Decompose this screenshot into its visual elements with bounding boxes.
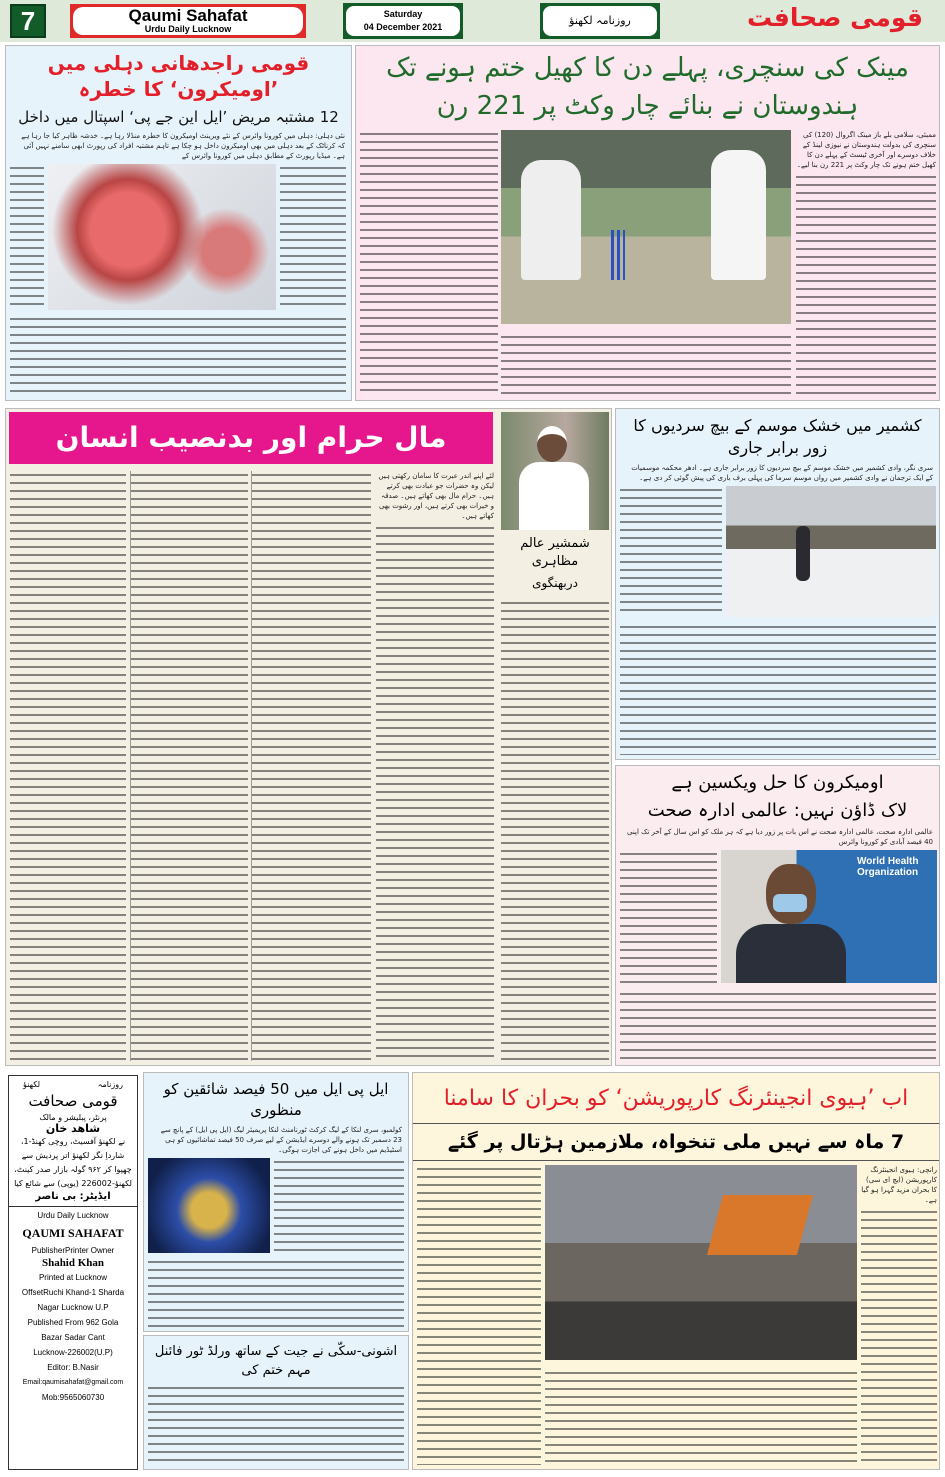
headline: کشمیر میں خشک موسم کے بیچ سردیوں کا زور برابر جاری [633,416,922,457]
imprint-line: Published From 962 Gola [27,1318,119,1327]
headline-line-2: لاک ڈاؤن نہیں: عالمی ادارہ صحت [647,800,908,821]
protest-photo [545,1165,857,1360]
column-text [10,471,126,1061]
article-who [615,765,940,1066]
article-body [144,1158,408,1331]
article-lead: لئے اپنے اندر عبرت کا سامان رکھتی ہیں لیکن وہ حضرات جو عبادت بھی کرتے ہیں۔ حرام مال بھی کھاتے ہیں۔ صدقہ و خیرات بھی کرتے ہیں، اور رشوت بھی کھاتے ہیں۔ [378,472,494,520]
column-text [10,164,44,310]
imprint-line: Lucknow-226002(U.P) [33,1348,113,1357]
roznama-box [540,3,660,39]
coronavirus-photo [48,164,276,310]
article-ashwini [143,1335,409,1470]
cricket-photo [501,130,791,324]
page-number: 7 [10,4,46,38]
column-text [545,1369,857,1465]
article-body [616,486,939,759]
who-banner-text: World Health Organization [857,856,919,878]
column-text [417,1165,541,1465]
article-kashmir [615,408,940,760]
imprint-editor-urdu: ایڈیٹر: بی ناصر [9,1191,137,1207]
headline: اب ’ہیوی انجینئرنگ کارپوریشن‘ کو بحران کا سامنا [413,1073,939,1124]
column-text [274,1158,404,1253]
column-text [861,1208,937,1465]
imprint-line: OffsetRuchi Khand-1 Sharda [21,1288,125,1297]
author-name: شمشیر عالم مظاہری [520,536,590,569]
article-cricket [355,45,940,401]
column-text [620,990,936,1061]
date-box [343,3,463,39]
article-body [413,1165,939,1469]
article-lead: کولمبو، سری لنکا کے لیگ کرکٹ ٹورنامنٹ لنکا پریمیئر لیگ (ایل پی ایل) کے پانچ سے 23 دسمبر تک ہونے والے دوسرے ایڈیشن کے لیے صرف 50 فیصد تماشائیوں کو ہی اسٹیڈیم میں داخل ہونے کی اجازت ہوگی۔ [160,1126,402,1154]
article-lead: رانچی: ہیوی انجینئرنگ کارپوریشن (ایچ ای سی) کا بحران مزید گہرا ہو گیا ہے۔ [861,1166,937,1204]
column-text [280,164,346,310]
imprint-title-urdu: قومی صحافت [28,1092,118,1110]
imprint-line: Bazar Sadar Cant [41,1333,105,1342]
imprint-en-tagline: Urdu Daily Lucknow [37,1211,109,1220]
trophy-photo [148,1158,270,1253]
column-text [148,1384,404,1465]
column-text [130,471,248,1061]
article-hec [412,1072,940,1470]
imprint-owner-urdu: شاھد خان [45,1122,101,1135]
imprint-role-urdu: پرنٹر، پبلیشر و مالک [39,1113,107,1122]
subheadline: 12 مشتبہ مریض ’ایل این جے پی‘ اسپتال میں داخل [18,108,339,126]
article-omicron-delhi [5,45,352,401]
article-lead: عالمی ادارہ صحت، عالمی ادارہ صحت نے اس بات پر زور دیا ہے کہ ہر ملک کو اس سال کے آخر تک اپنی 40 فیصد آبادی کو کورونا وائرس [627,828,933,846]
imprint-en-role: PublisherPrinter Owner [31,1246,115,1255]
imprint-en-title: QAUMI SAHAFAT [22,1226,124,1240]
column-text [148,1258,404,1327]
imprint-city: لکھنؤ [23,1080,41,1089]
headline-line-1: اومیکرون کا حل ویکسین ہے [671,772,884,793]
article-body [6,164,351,400]
column-text [620,850,717,983]
subheadline: 7 ماہ سے نہیں ملی تنخواہ، ملازمین ہڑتال پر گئے [413,1124,939,1161]
column-text [10,315,346,396]
author-place: دربھنگوی [532,576,578,590]
column-text [501,599,609,1061]
headline: اشونی-سکّی نے جیت کے ساتھ ورلڈ ٹور فائنل مہم ختم کی [154,1344,398,1378]
imprint-box [8,1075,138,1470]
issue-day: Saturday [383,9,423,19]
column-text [376,524,494,1061]
column-text [620,623,936,756]
headline-banner: مال حرام اور بدنصیب انسان [9,412,493,464]
article-body [144,1384,408,1469]
author-photo [501,412,609,530]
kashmir-snow-photo [726,486,936,617]
brand-tagline: Urdu Daily Lucknow [144,24,232,34]
imprint-editor: Editor: B.Nasir [47,1363,99,1372]
article-lead: نئی دہلی: دہلی میں کورونا وائرس کے نئے ویرینٹ اومیکرون کا خطرہ منڈلا رہا ہے۔ خدشہ ظاہر کیا جا رہا ہے کہ کرناٹک کے بعد دہلی میں بھی اومیکرون داخل ہو چکا ہے تاہم مشتبہ افراد کی رپورٹ ابھی سامنے نہیں آئی ہے۔ میڈیا رپورٹ کے مطابق دہلی میں کورونا وائرس کے [21,132,345,160]
article-lead: ممبئی، سلامی بلے باز مینک اگروال (120) کی سنچری کی بدولت ہندوستان نے نیوزی لینڈ کے خلاف دوسرے اور آخری ٹیسٹ کے پہلے دن کا کھیل ختم ہونے تک چار وکٹ پر 221 رن بنا لیے۔ [796,131,936,169]
imprint-en-owner: Shahid Khan [41,1257,105,1269]
imprint-line: Printed at Lucknow [38,1273,108,1282]
imprint-email[interactable]: Email:qaumisahafat@gmail.com [22,1379,124,1386]
imprint-line: Nagar Lucknow U.P [37,1303,109,1312]
headline-line-1: مینک کی سنچری، پہلے دن کا کھیل ختم ہونے تک [386,53,909,83]
article-ipl [143,1072,409,1332]
imprint-roznama: روزنامہ [97,1080,123,1089]
column-text [501,333,791,397]
brand-box [70,4,306,38]
article-body [616,850,939,1065]
roznama-label: روزنامہ لکھنؤ [543,6,657,36]
headline: قومی راجدھانی دہلی میں ’اومیکرون‘ کا خطرہ [47,51,310,101]
column-text [251,471,371,1061]
article-lead: سری نگر، وادی کشمیر میں خشک موسم کے بیچ سردیوں کا زور برابر جاری ہے۔ ادھر محکمہ موسمیات کے ایک ترجمان نے وادی کشمیر میں رواں موسم سرما کی پہلی برف باری کی پیش گوئی کر دی ہے۔ [631,464,933,482]
issue-date: 04 December 2021 [363,22,443,32]
imprint-address-urdu: نے لکھنؤ آفسیٹ، روچی کھنڈ-1، شارداِ نگر لکھنؤ اتر پردیش سے چھپوا کر ۹۶۲ گولہ بازار صدر کینٹ، لکھنؤ-226002 (یوپی) سے شائع کیا [14,1137,132,1188]
urdu-logo: قومی صحافت [747,3,923,32]
headline-line-2: ہندوستان نے بنائے چار وکٹ پر 221 رن [436,91,859,121]
column-text [620,486,722,617]
article-body [356,130,939,400]
column-text [360,130,498,396]
headline: ایل پی ایل میں 50 فیصد شائقین کو منظوری [163,1080,389,1119]
brand-name: Qaumi Sahafat [128,6,248,25]
column-text [796,173,936,396]
article-mal-haram [5,408,612,1066]
who-chief-photo [721,850,937,983]
imprint-phone: Mob:9565060730 [41,1393,105,1402]
